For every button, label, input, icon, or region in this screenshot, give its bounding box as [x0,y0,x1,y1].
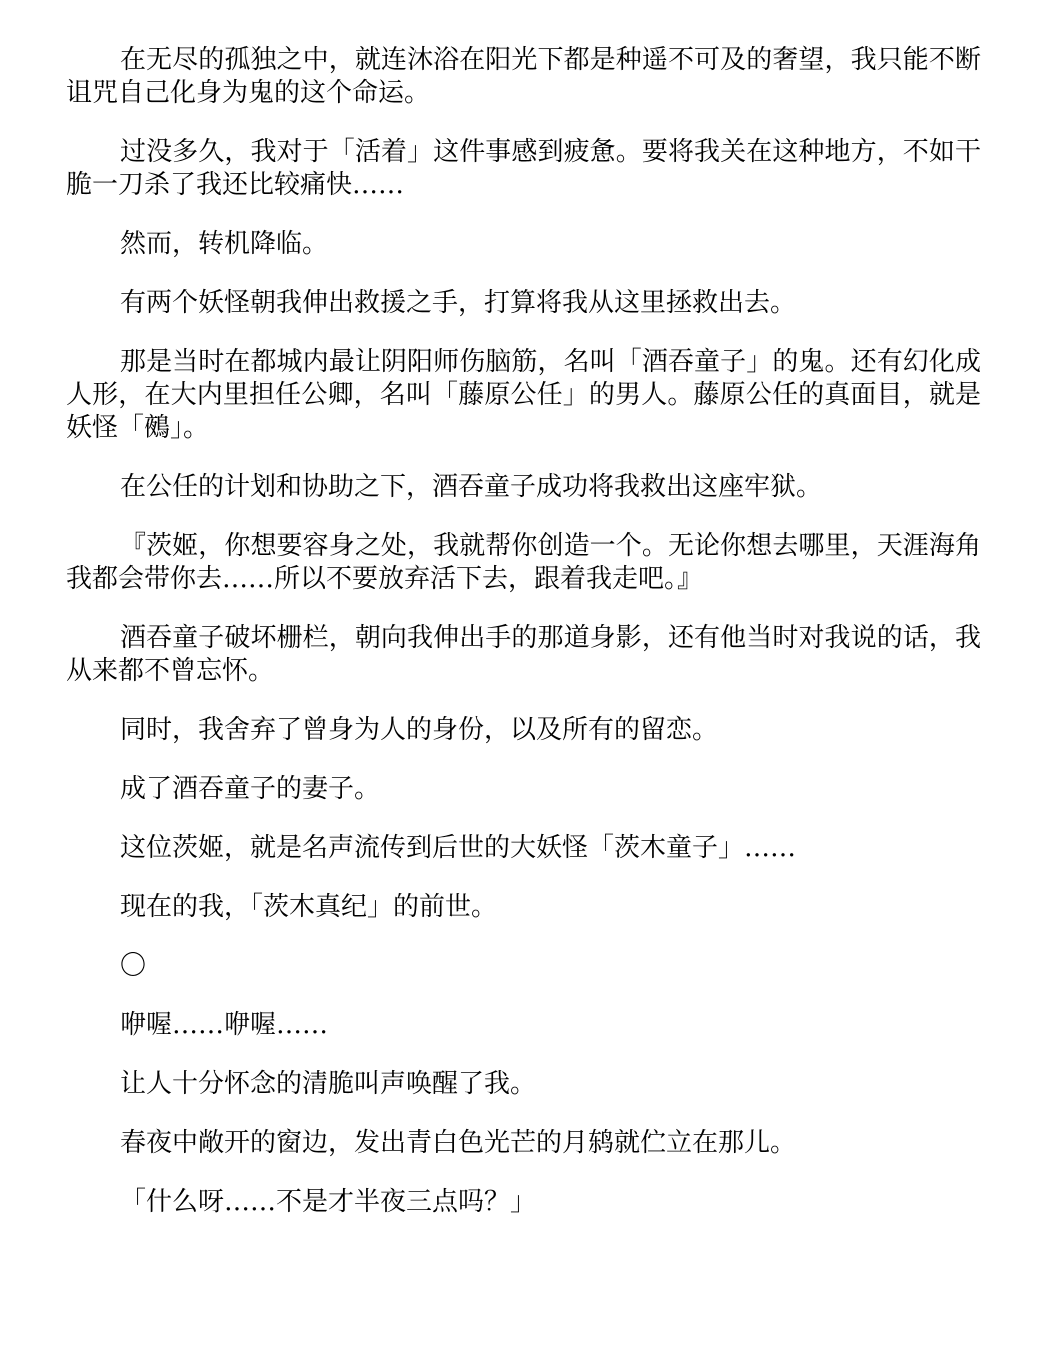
paragraph-11: 这位茨姬，就是名声流传到后世的大妖怪「茨木童子」…… [120,833,797,863]
paragraph-13: 咿喔……咿喔…… [120,1010,329,1040]
paragraph-15: 春夜中敞开的窗边，发出青白色光芒的月鸫就伫立在那儿。 [120,1128,797,1158]
paragraph-7: 『茨姬，你想要容身之处，我就帮你创造一个。无论你想去哪里，天涯海角我都会带你去……所以不要放弃活下去，跟着我走吧。』 [66,531,981,594]
section-break-mark: 〇 [120,951,147,981]
paragraph-16: 「什么呀……不是才半夜三点吗？」 [120,1187,537,1217]
paragraph-4: 有两个妖怪朝我伸出救援之手，打算将我从这里拯救出去。 [120,288,797,318]
paragraph-6: 在公任的计划和协助之下，酒吞童子成功将我救出这座牢狱。 [120,472,823,502]
paragraph-8: 酒吞童子破坏栅栏，朝向我伸出手的那道身影，还有他当时对我说的话，我从来都不曾忘怀。 [66,623,981,686]
paragraph-2: 过没多久，我对于「活着」这件事感到疲惫。要将我关在这种地方，不如干脆一刀杀了我还比较痛快…… [66,137,981,200]
paragraph-14: 让人十分怀念的清脆叫声唤醒了我。 [120,1069,537,1099]
paragraph-3: 然而，转机降临。 [120,229,329,259]
paragraph-12: 现在的我，「茨木真纪」的前世。 [120,892,498,922]
paragraph-5: 那是当时在都城内最让阴阳师伤脑筋，名叫「酒吞童子」的鬼。还有幻化成人形，在大内里担任公卿，名叫「藤原公任」的男人。藤原公任的真面目，就是妖怪「鵺」。 [66,347,981,443]
paragraph-10: 成了酒吞童子的妻子。 [120,774,381,804]
document-page [66,44,981,1245]
paragraph-1: 在无尽的孤独之中，就连沐浴在阳光下都是种遥不可及的奢望，我只能不断诅咒自己化身为鬼的这个命运。 [66,45,981,108]
paragraph-9: 同时，我舍弃了曾身为人的身份，以及所有的留恋。 [120,715,719,745]
